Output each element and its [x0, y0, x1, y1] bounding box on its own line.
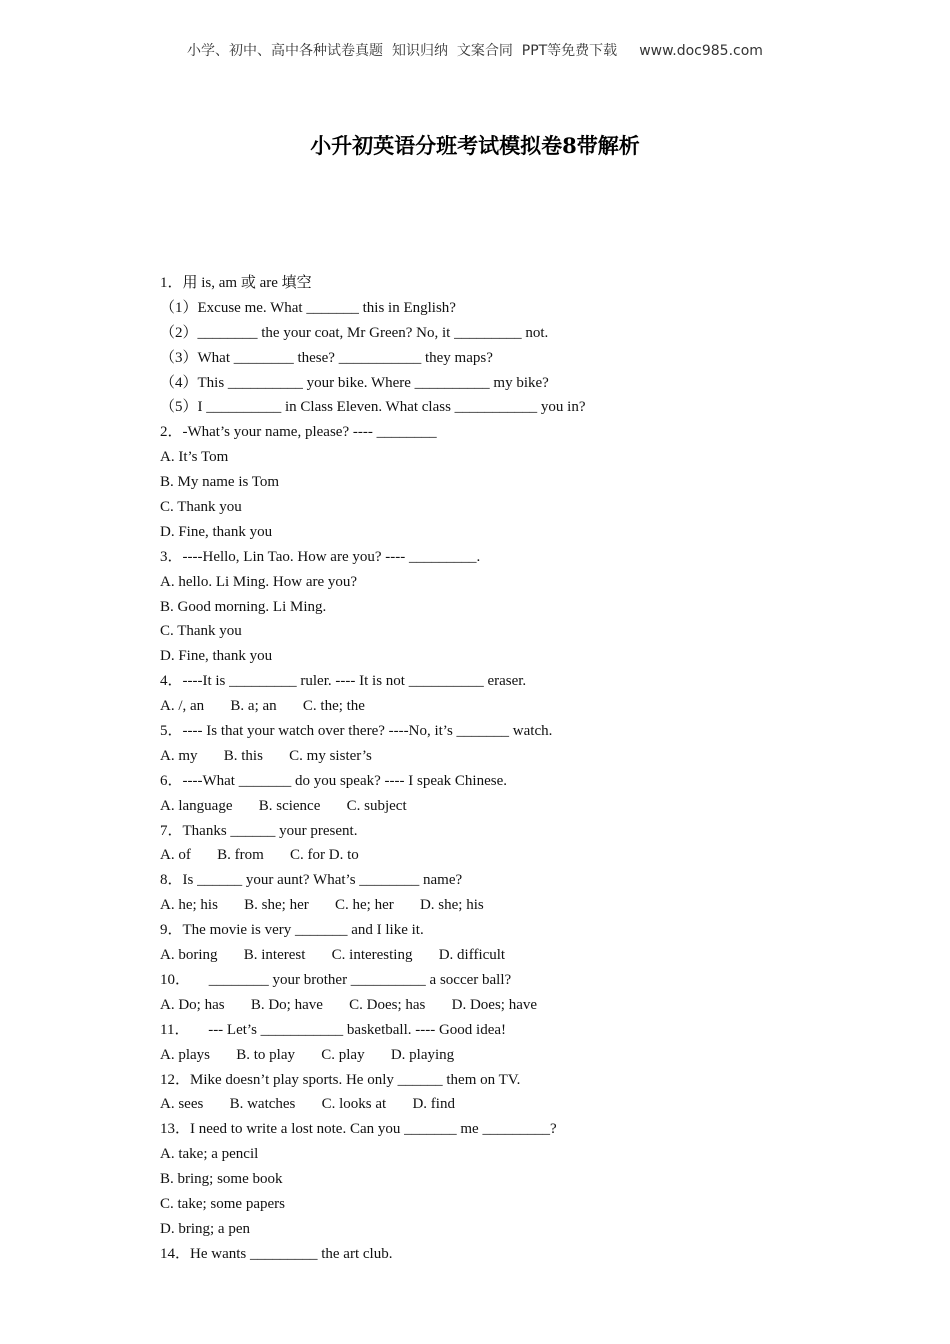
header-url[interactable]: www.doc985.com	[639, 43, 763, 59]
question-12-options: A. sees B. watches C. looks at D. find	[160, 1096, 455, 1113]
question-13-option-d: D. bring; a pen	[160, 1220, 250, 1237]
question-7-options: A. of B. from C. for D. to	[160, 847, 359, 864]
question-2-option-b: B. My name is Tom	[160, 474, 280, 491]
header-text: 小学、初中、高中各种试卷真题 知识归纳 文案合同 PPT等免费下载	[187, 43, 618, 59]
page-header	[0, 40, 950, 60]
document-title: 小升初英语分班考试模拟卷8带解析	[310, 133, 640, 158]
question-4-options: A. /, an B. a; an C. the; the	[160, 698, 365, 715]
question-14: 14．He wants _________ the art club.	[160, 1245, 393, 1262]
question-13-option-a: A. take; a pencil	[160, 1146, 259, 1163]
question-1-item-1: （1）Excuse me. What _______ this in English?	[160, 299, 456, 316]
question-2-option-c: C. Thank you	[160, 499, 242, 516]
question-1-item-2: （2）________ the your coat, Mr Green? No, it _________ not.	[160, 324, 549, 341]
question-1-item-5: （5）I __________ in Class Eleven. What class ___________ you in?	[160, 399, 586, 416]
question-1-item-4: （4）This __________ your bike. Where __________ my bike?	[160, 374, 549, 391]
question-6-options: A. language B. science C. subject	[160, 797, 407, 814]
question-1-item-3: （3）What ________ these? ___________ they maps?	[160, 349, 493, 366]
question-3: 3．----Hello, Lin Tao. How are you? ---- _________.	[160, 548, 481, 565]
question-5: 5．---- Is that your watch over there? ----No, it’s _______ watch.	[160, 723, 553, 740]
question-2-option-a: A. It’s Tom	[160, 449, 229, 466]
question-2-option-d: D. Fine, thank you	[160, 523, 273, 540]
question-3-option-a: A. hello. Li Ming. How are you?	[160, 573, 358, 590]
question-list	[160, 271, 860, 1267]
question-10: 10． ________ your brother __________ a soccer ball?	[160, 971, 512, 988]
question-13: 13．I need to write a lost note. Can you _______ me _________?	[160, 1121, 557, 1138]
question-5-options: A. my B. this C. my sister’s	[160, 747, 372, 764]
question-1: 1．用 is, am 或 are 填空	[160, 275, 312, 291]
question-3-option-c: C. Thank you	[160, 623, 242, 640]
question-9-options: A. boring B. interest C. interesting D. difficult	[160, 947, 506, 964]
question-11-options: A. plays B. to play C. play D. playing	[160, 1046, 455, 1063]
question-3-option-b: B. Good morning. Li Ming.	[160, 598, 327, 615]
question-12: 12．Mike doesn’t play sports. He only ______ them on TV.	[160, 1071, 521, 1088]
question-13-option-c: C. take; some papers	[160, 1195, 285, 1212]
question-9: 9．The movie is very _______ and I like it.	[160, 922, 424, 939]
question-8: 8．Is ______ your aunt? What’s ________ name?	[160, 872, 463, 889]
question-2: 2．-What’s your name, please? ---- ________	[160, 424, 437, 441]
question-4: 4．----It is _________ ruler. ---- It is not __________ eraser.	[160, 673, 527, 690]
question-3-option-d: D. Fine, thank you	[160, 648, 273, 665]
question-11: 11． --- Let’s ___________ basketball. ---- Good idea!	[160, 1021, 507, 1038]
question-10-options: A. Do; has B. Do; have C. Does; has D. Does; have	[160, 996, 538, 1013]
question-7: 7．Thanks ______ your present.	[160, 822, 358, 839]
question-6: 6．----What _______ do you speak? ---- I speak Chinese.	[160, 772, 507, 789]
question-8-options: A. he; his B. she; her C. he; her D. she; his	[160, 897, 484, 914]
question-13-option-b: B. bring; some book	[160, 1171, 283, 1188]
